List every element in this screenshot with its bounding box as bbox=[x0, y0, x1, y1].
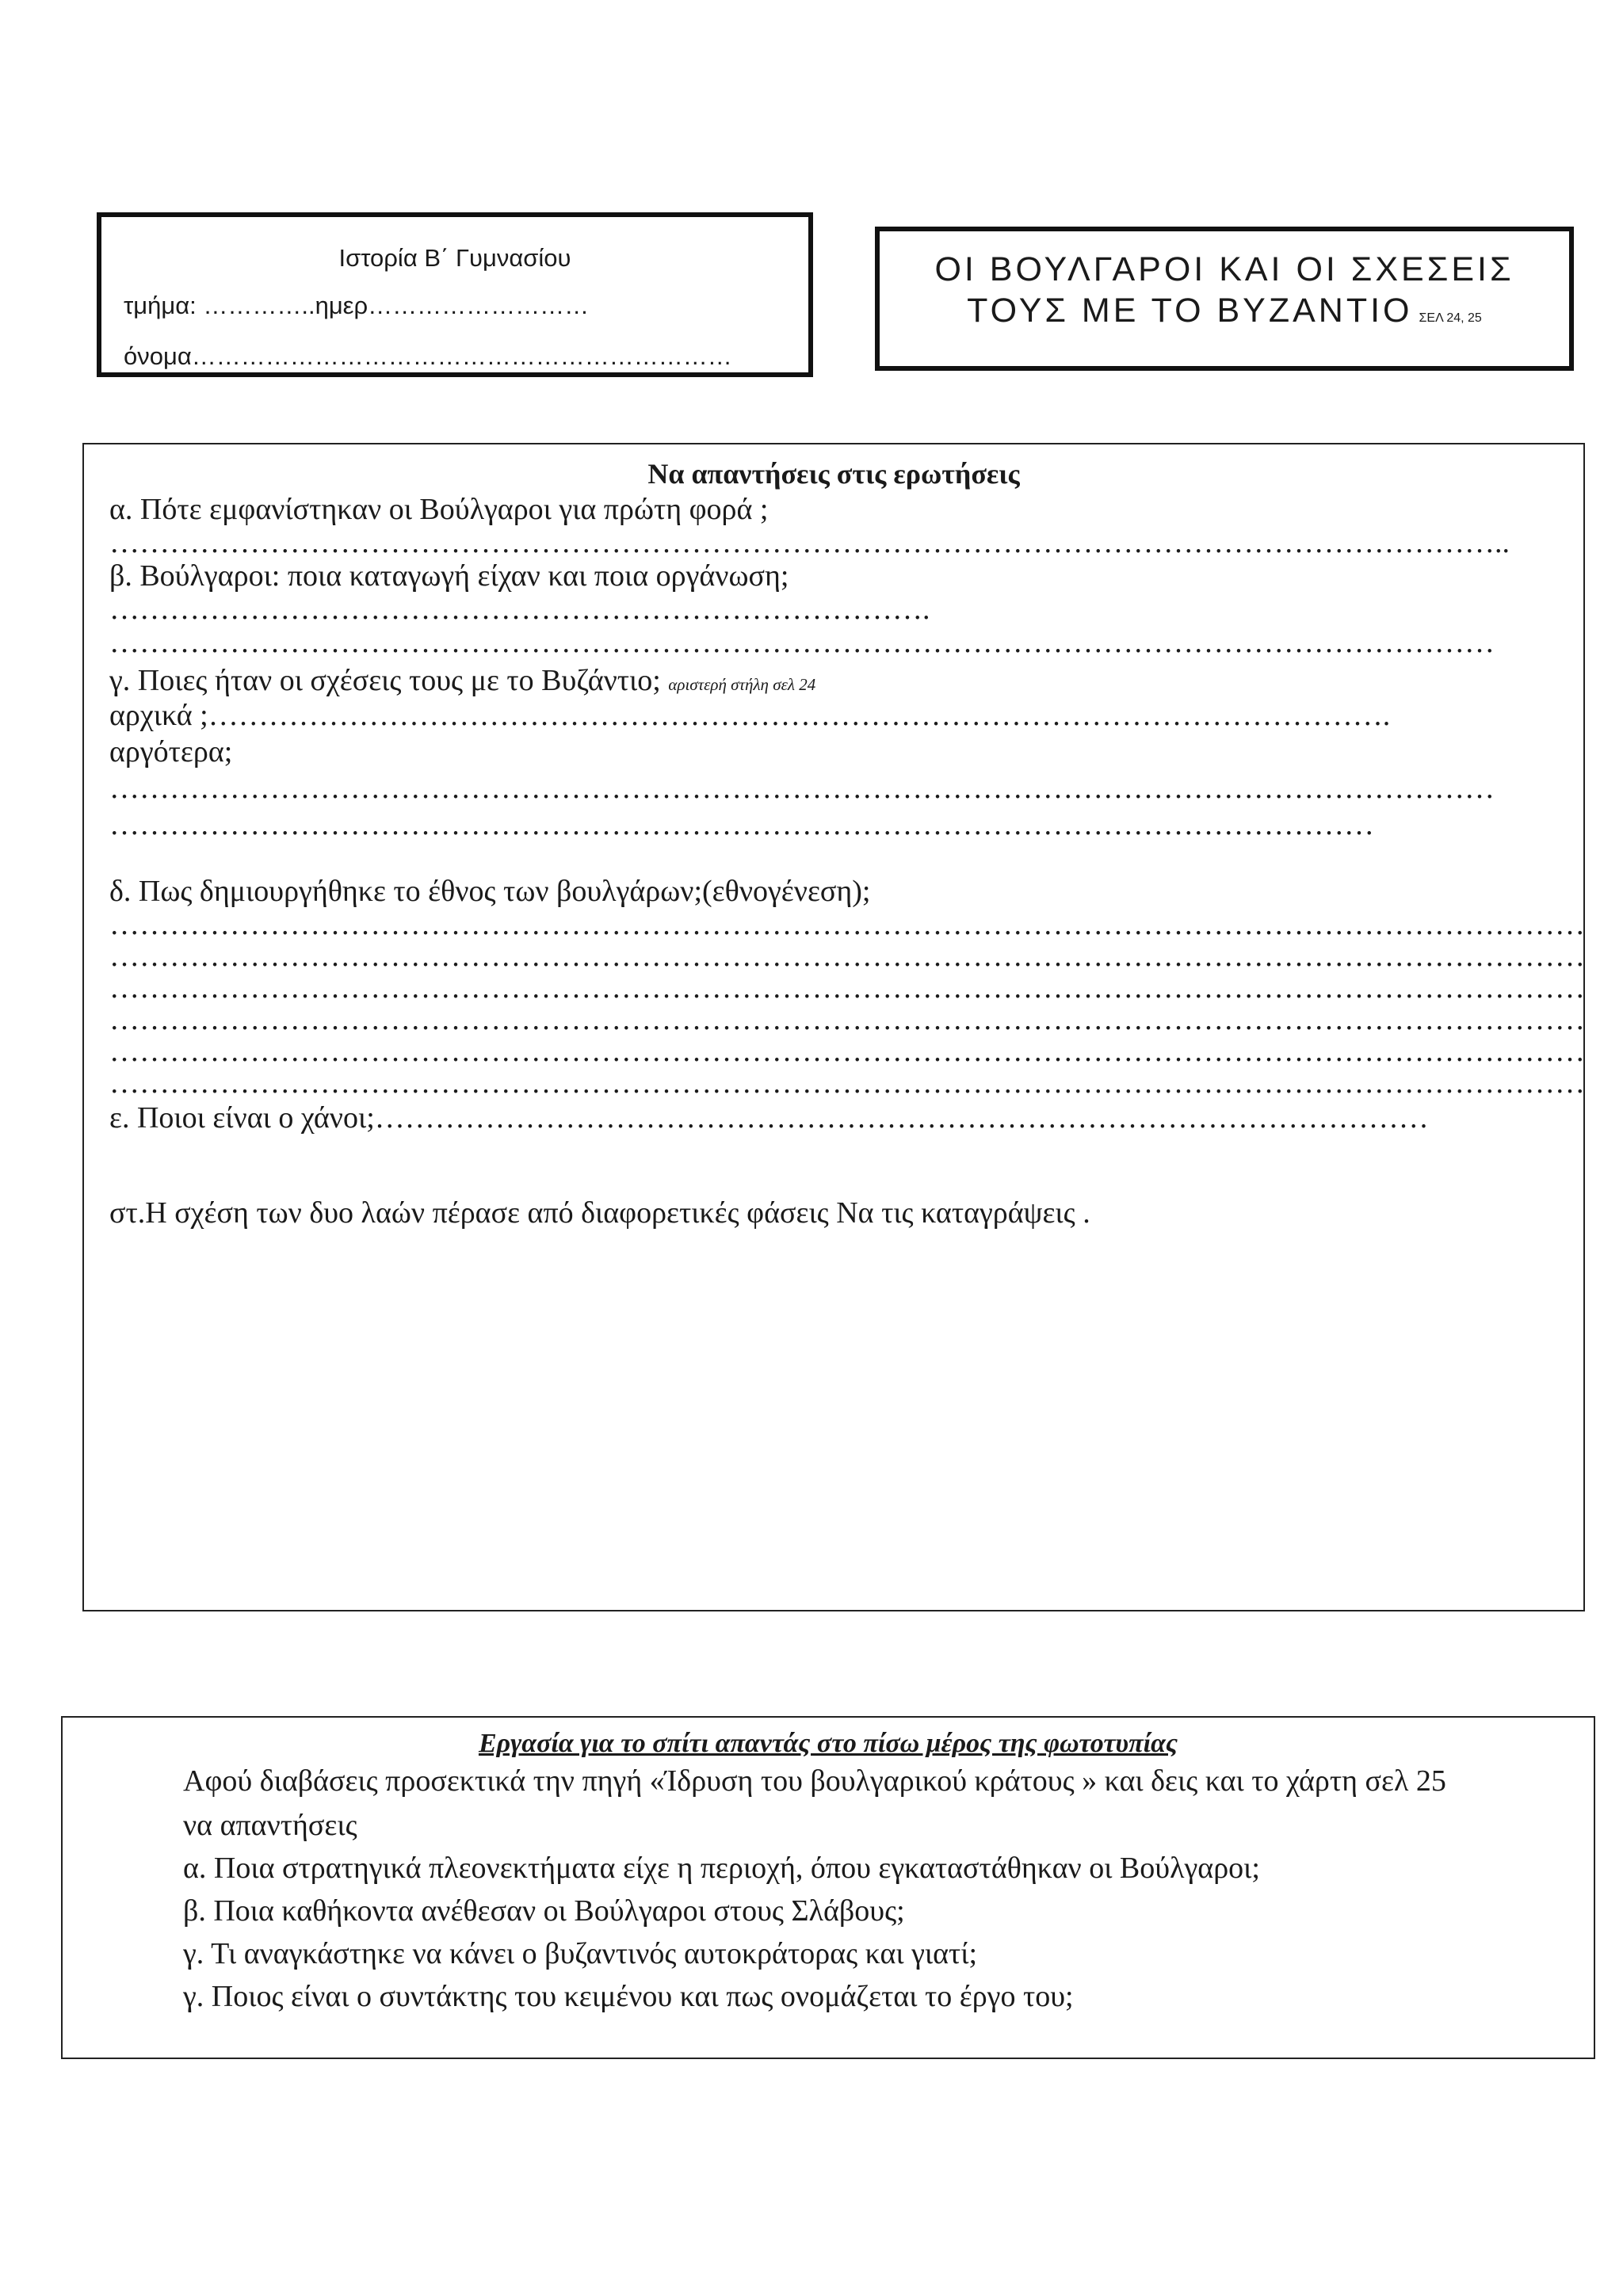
student-info-box bbox=[97, 212, 813, 377]
answer-line: ………………………………………………………………………………………………………………………………… bbox=[109, 940, 1585, 973]
homework-intro: Αφού διαβάσεις προσεκτικά την πηγή «Ίδρυση του βουλγαρικού κράτους » και δεις και το χάρτη σελ 25 bbox=[183, 1764, 1446, 1798]
answer-line: ………………………………………………………………………………………………………………………………… bbox=[109, 1035, 1585, 1068]
answer-line: ………………………………………………………………………………………………………………………… bbox=[109, 772, 1495, 805]
answer-line: ………………………………………………………………………………………………………………………………… bbox=[109, 1003, 1585, 1036]
question-a: α. Πότε εμφανίστηκαν οι Βούλγαροι για πρώτη φορά ; bbox=[109, 493, 769, 526]
question-e: ε. Ποιοι είναι ο χάνοι;…………………………………………………………………………………………… bbox=[109, 1101, 1429, 1135]
answer-line: ………………………………………………………………………………………………………………………….. bbox=[109, 526, 1510, 559]
answer-line: ………………………………………………………………………. bbox=[109, 593, 930, 626]
name-field: όνομα………………………………………………………… bbox=[124, 342, 732, 370]
question-d: δ. Πως δημιουργήθηκε το έθνος των βουλγάρων;(εθνογένεση); bbox=[109, 875, 871, 908]
answer-line: ………………………………………………………………………………………………………………………………… bbox=[109, 1066, 1585, 1100]
question-f: στ.Η σχέση των δυο λαών πέρασε από διαφορετικές φάσεις Να τις καταγράψεις . bbox=[109, 1196, 1090, 1230]
pages-reference: ΣΕΛ 24, 25 bbox=[1419, 311, 1482, 325]
worksheet-title-line1: ΟΙ ΒΟΥΛΓΑΡΟΙ ΚΑΙ ΟΙ ΣΧΕΣΕΙΣ bbox=[934, 250, 1514, 288]
question-c-later: αργότερα; bbox=[109, 735, 233, 769]
answer-line: ……………………………………………………………………………………………………………… bbox=[109, 808, 1374, 841]
homework-intro-cont: να απαντήσεις bbox=[183, 1809, 357, 1842]
question-c bbox=[109, 663, 815, 698]
class-date-field: τμήμα: …………..ημερ……………………… bbox=[124, 292, 590, 319]
answer-line: ………………………………………………………………………………………………………………………………… bbox=[109, 908, 1585, 941]
answer-line: ………………………………………………………………………………………………………………………… bbox=[109, 626, 1495, 659]
worksheet-title-line2 bbox=[880, 292, 1569, 330]
subject-title: Ιστορία Β΄ Γυμνασίου bbox=[338, 244, 571, 272]
homework-question-a: α. Ποια στρατηγικά πλεονεκτήματα είχε η περιοχή, όπου εγκαταστάθηκαν οι Βούλγαροι; bbox=[183, 1852, 1260, 1885]
question-c-note: αριστερή στήλη σελ 24 bbox=[668, 675, 816, 694]
homework-question-d: γ. Ποιος είναι ο συντάκτης του κειμένου και πως ονομάζεται το έργο του; bbox=[183, 1980, 1074, 2013]
homework-question-b: β. Ποια καθήκοντα ανέθεσαν οι Βούλγαροι στους Σλάβους; bbox=[183, 1894, 905, 1928]
answer-line: ………………………………………………………………………………………………………………………………… bbox=[109, 971, 1585, 1005]
worksheet-title-box bbox=[875, 227, 1574, 371]
homework-heading: Εργασία για το σπίτι απαντάς στο πίσω μέρος της φωτοτυπίας bbox=[478, 1729, 1178, 1758]
questions-box bbox=[82, 443, 1585, 1611]
homework-question-c: γ. Τι αναγκάστηκε να κάνει ο βυζαντινός αυτοκράτορας και γιατί; bbox=[183, 1937, 978, 1970]
question-b: β. Βούλγαροι: ποια καταγωγή είχαν και ποια οργάνωση; bbox=[109, 559, 789, 593]
question-c-text: γ. Ποιες ήταν οι σχέσεις τους με το Βυζάντιο; bbox=[109, 664, 661, 697]
homework-box bbox=[61, 1716, 1595, 2059]
worksheet-title-text: ΤΟΥΣ ΜΕ ΤΟ ΒΥΖΑΝΤΙΟ bbox=[967, 292, 1413, 330]
questions-heading: Να απαντήσεις στις ερωτήσεις bbox=[647, 458, 1020, 490]
question-c-initially: αρχικά ;………………………………………………………………………………………………………. bbox=[109, 699, 1391, 732]
